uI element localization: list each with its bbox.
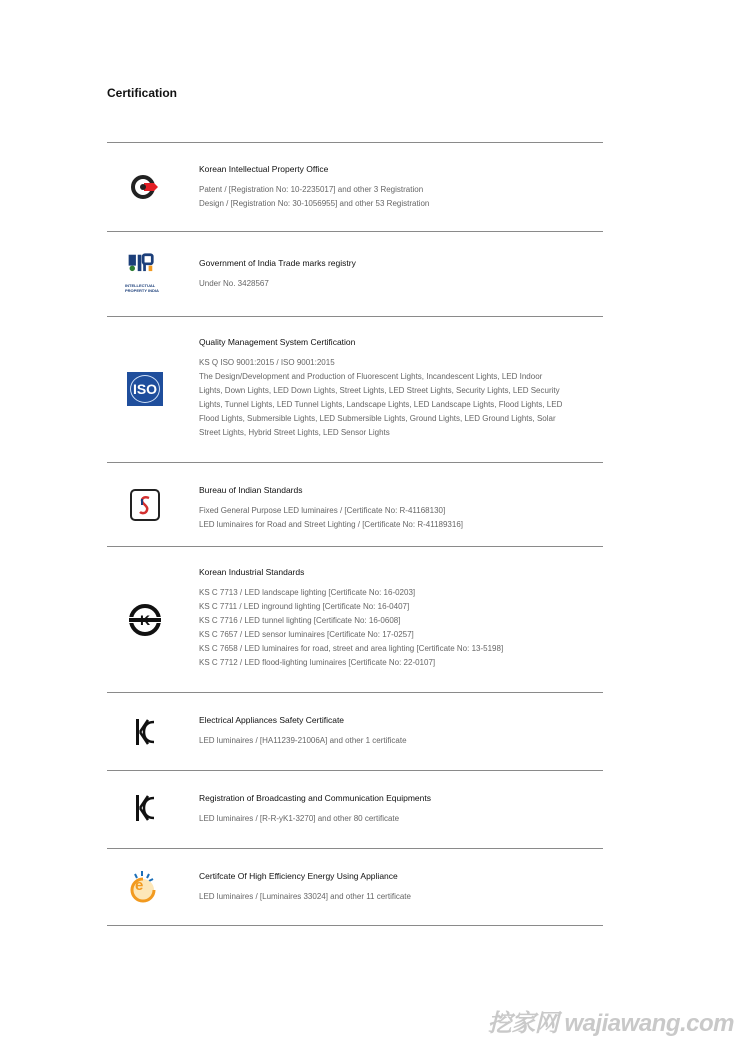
certification-detail: KS C 7711 / LED inground lighting [Certificate No: 16-0407] [199, 602, 410, 611]
certification-detail: Patent / [Registration No: 10-2235017] and other 3 Registration [199, 185, 424, 194]
ip-india-logo-text: INTELLECTUAL PROPERTY INDIA [125, 283, 159, 293]
certification-item-kc-safety [107, 692, 603, 770]
certification-item-kc-broadcasting [107, 770, 603, 848]
certification-detail: LED luminaires / [HA11239-21006A] and other 1 certificate [199, 736, 407, 745]
certification-item-energy-efficiency [107, 848, 603, 926]
watermark: 挖家网 wajiawang.com [487, 1010, 734, 1037]
certification-detail: KS C 7713 / LED landscape lighting [Certificate No: 16-0203] [199, 588, 416, 597]
ks-logo-icon [125, 600, 165, 640]
certification-title: Electrical Appliances Safety Certificate [199, 715, 345, 725]
certification-title: Korean Industrial Standards [199, 567, 305, 577]
certification-item-kipo [107, 142, 603, 231]
certification-detail: KS C 7658 / LED luminaires for road, street and area lighting [Certificate No: 13-5198] [199, 644, 504, 653]
energy-efficiency-logo-icon [125, 866, 165, 906]
kc-logo-icon [125, 788, 165, 828]
certification-detail: LED luminaires for Road and Street Lighting / [Certificate No: R-41189316] [199, 520, 463, 529]
certification-title: Korean Intellectual Property Office [199, 164, 329, 174]
energy-logo-text: e [135, 877, 144, 894]
ks-logo-text: K [139, 612, 151, 628]
certification-detail: LED luminaires / [Luminaires 33024] and other 11 certificate [199, 892, 411, 901]
certification-detail: Fixed General Purpose LED luminaires / [Certificate No: R-41168130] [199, 506, 446, 515]
ip-india-logo-icon [125, 252, 165, 292]
kc-logo-icon [125, 712, 165, 752]
certification-title: Bureau of Indian Standards [199, 485, 303, 495]
certification-title: Registration of Broadcasting and Communication Equipments [199, 793, 431, 803]
certification-title: Certifcate Of High Efficiency Energy Using Appliance [199, 871, 398, 881]
certification-detail: KS C 7712 / LED flood-lighting luminaires [Certificate No: 22-0107] [199, 658, 436, 667]
certification-detail: Under No. 3428567 [199, 279, 269, 288]
certification-item-bis [107, 462, 603, 546]
certification-item-ip-india [107, 231, 603, 316]
iso-logo-icon [125, 369, 165, 409]
iso-logo-text: ISO [132, 381, 158, 397]
certification-detail: KS C 7657 / LED sensor luminaires [Certificate No: 17-0257] [199, 630, 414, 639]
kipo-logo-icon [125, 167, 165, 207]
certification-detail: LED luminaires / [R-R-yK1-3270] and other 80 certificate [199, 814, 400, 823]
certification-detail: KS C 7716 / LED tunnel lighting [Certificate No: 16-0608] [199, 616, 401, 625]
certification-list [107, 142, 603, 926]
certification-detail: KS Q ISO 9001:2015 / ISO 9001:2015 [199, 358, 335, 367]
certification-title: Government of India Trade marks registry [199, 258, 356, 268]
certification-item-iso [107, 316, 603, 462]
certification-item-ks [107, 546, 603, 692]
certification-title: Quality Management System Certification [199, 337, 356, 347]
certification-detail: Design / [Registration No: 30-1056955] and other 53 Registration [199, 199, 430, 208]
page-title: Certification [107, 86, 178, 100]
bis-logo-icon [125, 485, 165, 525]
certification-description: The Design/Development and Production of Fluorescent Lights, Incandescent Lights, LED Indoor Lights, Down Lights, LED Down Lights, Street Lights, LED Street Lights, Security Lights, LED Security Lights, Tunnel Lights, LED Tunnel Lights, Landscape Lights, LED Landscape Lights, Flood Lights, LED Flood Lights, Submersible Lights, LED Submersible Lights, Ground Lights, LED Ground Lights, Solar Street Lights, Hybrid Street Lights, LED Sensor Lights [199, 372, 563, 437]
